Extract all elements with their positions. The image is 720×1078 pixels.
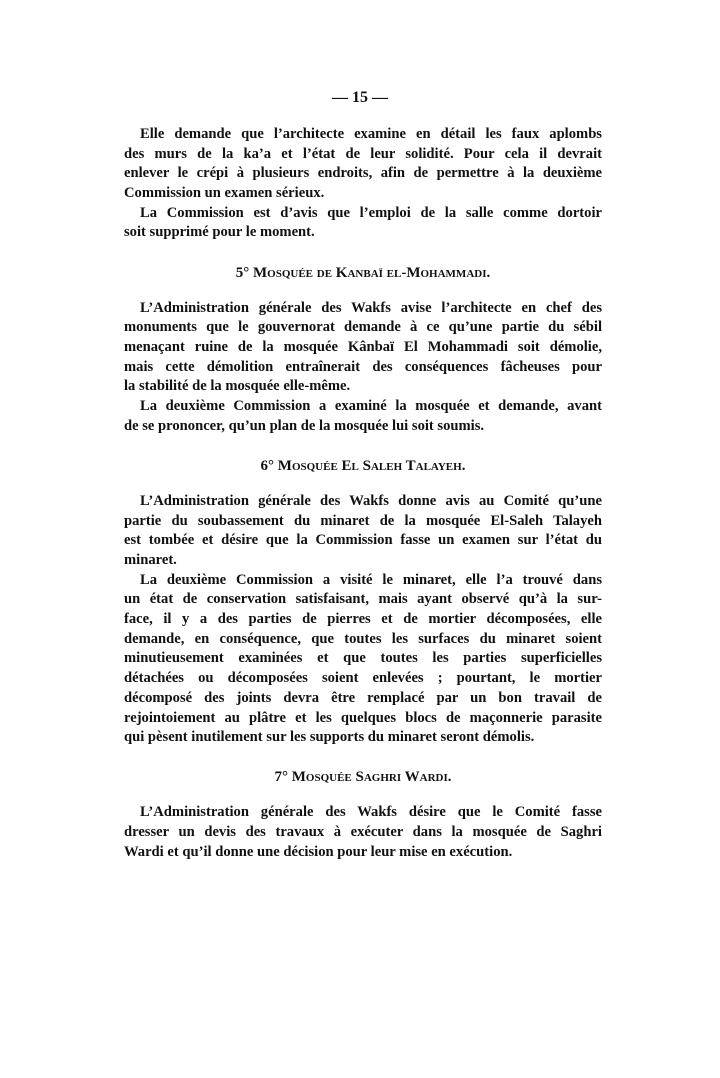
text-line: La deuxième Commission a visité le minaret, elle l’a trouvé dans: [140, 571, 602, 588]
text-line: mais cette démolition entraînerait des conséquences fâcheuses pour: [124, 358, 602, 375]
text-line: L’Administration générale des Wakfs donne avis au Comité qu’une: [140, 492, 602, 509]
text-line: des murs de la ka’a et l’état de leur solidité. Pour cela il devrait: [124, 145, 602, 162]
page-number: — 15 —: [332, 89, 388, 106]
paragraph: [124, 397, 602, 436]
paragraph: [124, 125, 602, 204]
text-line: de se prononcer, qu’un plan de la mosquée lui soit soumis.: [124, 417, 485, 434]
text-line: monuments que le gouvernorat demande à ce qu’une partie du sébil: [124, 319, 602, 336]
text-line: soit supprimé pour le moment.: [124, 224, 315, 241]
section-heading: 7° Mosquée Saghri Wardi.: [274, 769, 452, 786]
text-line: minaret.: [124, 552, 177, 568]
page-body: [124, 125, 602, 862]
text-line: dresser un devis des travaux à exécuter dans la mosquée de Saghri: [124, 824, 602, 841]
text-line: L’Administration générale des Wakfs désire que le Comité fasse: [140, 804, 602, 821]
text-line: détachées ou décomposées soient enlevées ; pourtant, le mortier: [124, 670, 602, 687]
text-line: menaçant ruine de la mosquée Kânbaï El Mohammadi soit démolie,: [124, 339, 602, 355]
paragraph: [124, 299, 602, 397]
text-line: minutieusement examinées et que toutes les parties superficielles: [124, 650, 602, 667]
text-line: la stabilité de la mosquée elle-même.: [124, 378, 351, 395]
text-line: décomposé des joints devra être remplacé par un bon travail de: [124, 689, 602, 706]
text-line: La deuxième Commission a examiné la mosquée et demande, avant: [140, 398, 602, 415]
text-line: partie du soubassement du minaret de la mosquée El-Saleh Talayeh: [124, 512, 602, 529]
text-line: enlever le crépi à plusieurs endroits, afin de permettre à la deuxième: [124, 165, 602, 182]
text-line: rejointoiement au plâtre et les quelques blocs de maçonnerie parasite: [124, 709, 602, 726]
text-line: Wardi et qu’il donne une décision pour leur mise en exécution.: [124, 843, 513, 860]
text-line: La Commission est d’avis que l’emploi de la salle comme dortoir: [140, 204, 602, 221]
text-line: est tombée et désire que la Commission fasse un examen sur l’état du: [124, 532, 602, 549]
paragraph: [124, 204, 602, 243]
text-line: face, il y a des parties de pierres et de mortier décomposées, elle: [124, 611, 602, 628]
text-line: demande, en conséquence, que toutes les surfaces du minaret soient: [124, 630, 602, 647]
paragraph: [124, 492, 602, 571]
text-line: L’Administration générale des Wakfs avise l’architecte en chef des: [140, 299, 602, 316]
text-line: un état de conservation satisfaisant, mais ayant observé qu’à la sur-: [124, 591, 602, 608]
paragraph: [124, 571, 602, 748]
text-line: qui pèsent inutilement sur les supports du minaret seront démolis.: [124, 729, 535, 746]
section-heading: 5° Mosquée de Kanbaï el-Mohammadi.: [235, 264, 491, 281]
text-line: Commission un examen sérieux.: [124, 185, 325, 202]
section-heading: 6° Mosquée El Saleh Talayeh.: [260, 457, 466, 474]
text-line: Elle demande que l’architecte examine en détail les faux aplombs: [140, 126, 602, 142]
paragraph: [124, 803, 602, 862]
